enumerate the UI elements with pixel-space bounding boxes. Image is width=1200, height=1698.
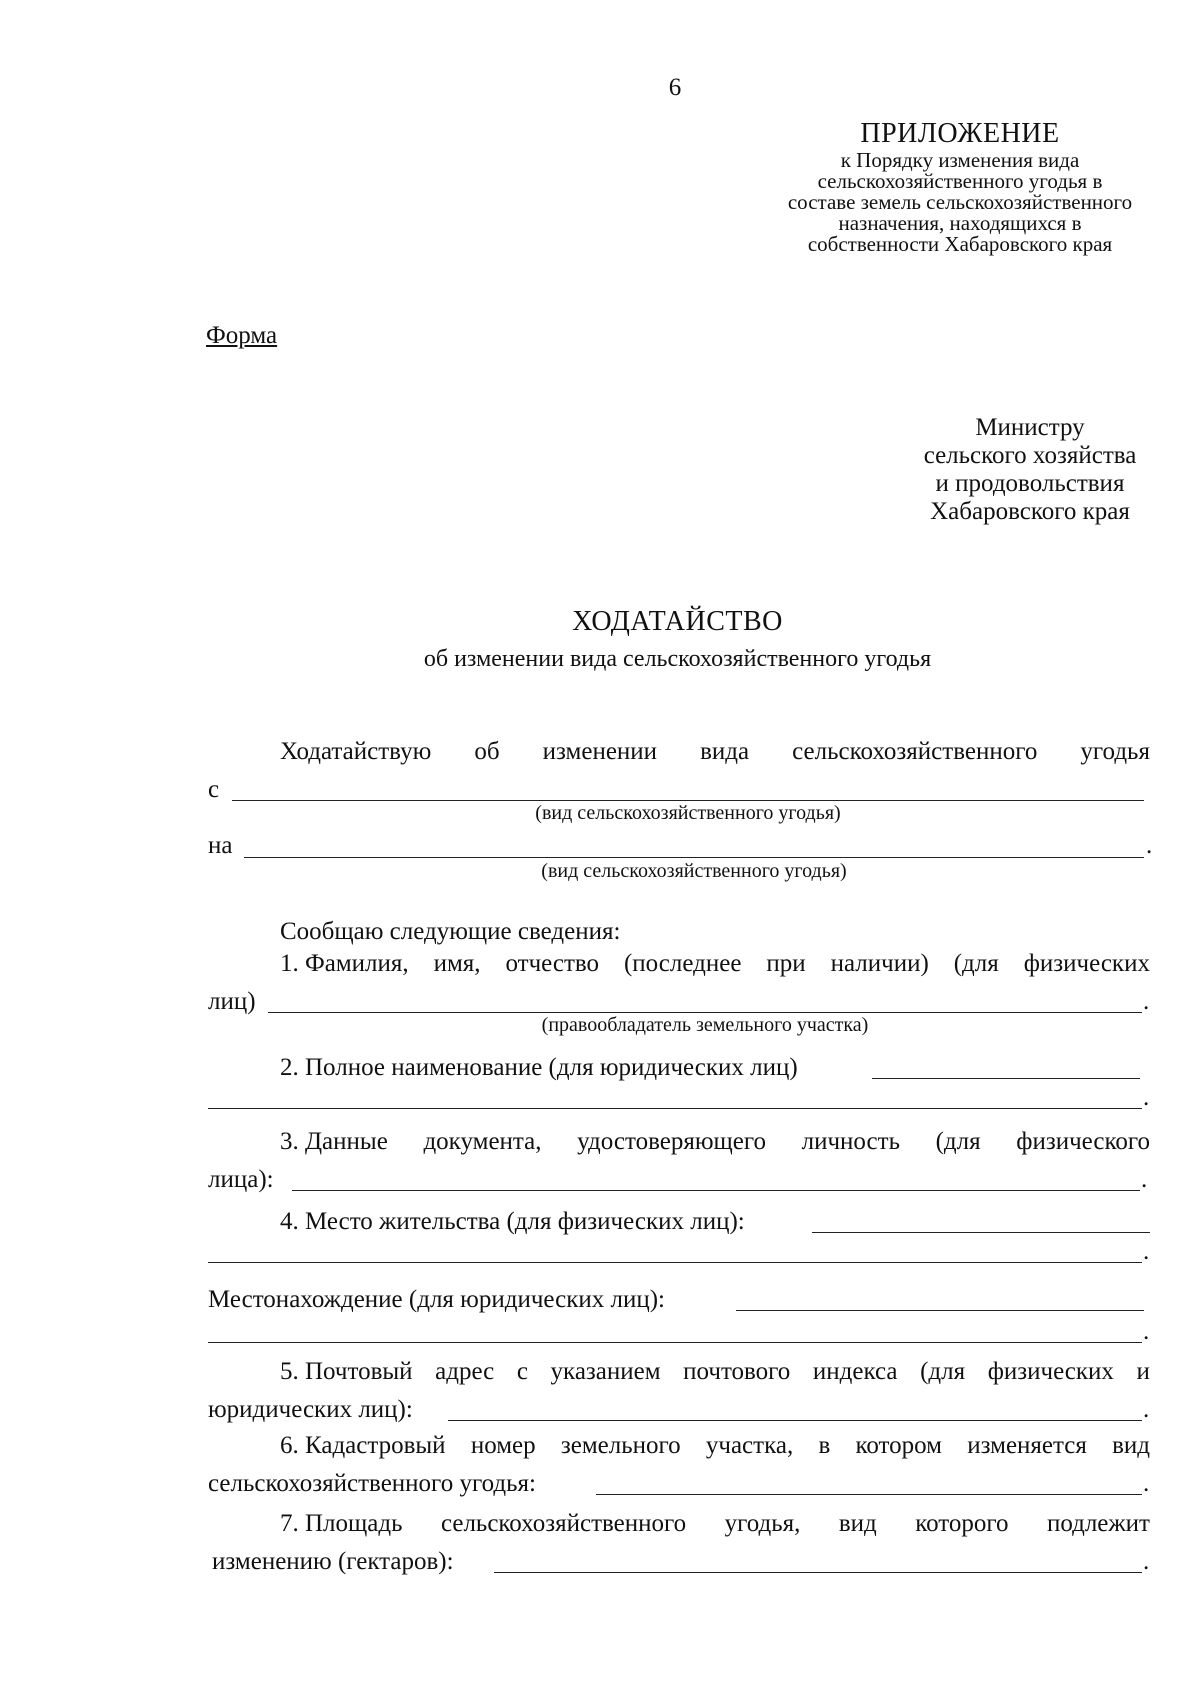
period: .: [1143, 1238, 1150, 1265]
from-land-type-caption: (вид сельскохозяйственного угодья): [535, 802, 841, 824]
form-label: Форма: [206, 322, 278, 349]
location-field-cont[interactable]: [208, 1342, 1142, 1343]
word: наличии): [830, 950, 929, 977]
location-label: Местонахождение (для юридических лиц):: [208, 1286, 665, 1313]
word: (для: [935, 1128, 981, 1155]
word: адрес: [435, 1358, 495, 1385]
item-2-label: 2. Полное наименование (для юридических лиц): [280, 1054, 798, 1081]
residence-field[interactable]: [812, 1232, 1150, 1233]
word: документа,: [423, 1128, 542, 1155]
addressee-line: и продовольствия: [935, 470, 1125, 497]
word: сельскохозяйственного: [792, 738, 1038, 765]
item-1-cont: лиц): [208, 988, 256, 1015]
word: 7. Площадь: [280, 1510, 403, 1537]
word: об: [474, 738, 500, 765]
period: .: [1143, 1470, 1150, 1497]
word: изменении: [542, 738, 658, 765]
cadastral-number-field[interactable]: [596, 1494, 1142, 1495]
full-name-caption: (правообладатель земельного участка): [541, 1014, 869, 1036]
info-intro: Сообщаю следующие сведения:: [280, 918, 621, 945]
word: в: [818, 1432, 831, 1459]
item-7-line: [280, 1510, 1150, 1538]
item-6-line: [280, 1432, 1150, 1460]
word: и: [1136, 1358, 1150, 1385]
word: 6. Кадастровый: [280, 1432, 446, 1459]
postal-address-field[interactable]: [448, 1420, 1142, 1421]
addressee-line: Хабаровского края: [930, 498, 1130, 525]
location-field[interactable]: [736, 1310, 1144, 1311]
word: подлежит: [1046, 1510, 1150, 1537]
document-title: ХОДАТАЙСТВО: [572, 606, 783, 637]
word: угодья,: [724, 1510, 801, 1537]
word: физических: [1023, 950, 1150, 977]
appendix-line: сельскохозяйственного угодья в: [817, 169, 1103, 193]
to-land-type-field[interactable]: [244, 857, 1144, 858]
addressee-line: Министру: [975, 414, 1085, 441]
word: которого: [915, 1510, 1009, 1537]
word: 1. Фамилия,: [280, 950, 409, 977]
appendix-title: ПРИЛОЖЕНИЕ: [860, 118, 1060, 149]
area-hectares-field[interactable]: [494, 1572, 1142, 1573]
period: .: [1143, 1318, 1150, 1345]
word: сельскохозяйственного: [440, 1510, 687, 1537]
item-5-cont: юридических лиц):: [208, 1396, 413, 1423]
organization-name-field-cont[interactable]: [208, 1108, 1142, 1109]
item-3-line: [280, 1128, 1150, 1156]
word: личность: [801, 1128, 900, 1155]
period: .: [1143, 1084, 1150, 1111]
item-3-cont: лица):: [208, 1166, 274, 1193]
word: отчество: [505, 950, 600, 977]
word: с: [516, 1358, 528, 1385]
period: .: [1143, 1396, 1150, 1423]
identity-document-field[interactable]: [292, 1190, 1140, 1191]
word: индекса: [812, 1358, 898, 1385]
word: (для: [920, 1358, 966, 1385]
word: изменяется: [967, 1432, 1087, 1459]
word: физического: [1016, 1128, 1150, 1155]
addressee-block: [880, 414, 1180, 526]
addressee-line: сельского хозяйства: [923, 442, 1137, 469]
word: Ходатайствую: [280, 738, 432, 765]
full-name-field[interactable]: [268, 1012, 1142, 1013]
word: котором: [855, 1432, 942, 1459]
item-1-line: [280, 950, 1150, 978]
appendix-line: назначения, находящихся в: [838, 211, 1082, 235]
appendix-line: к Порядку изменения вида: [840, 148, 1080, 172]
period: .: [1146, 832, 1153, 859]
item-4-label: 4. Место жительства (для физических лиц):: [280, 1208, 745, 1235]
period: .: [1141, 1166, 1148, 1193]
word: физических: [987, 1358, 1114, 1385]
from-prefix: с: [208, 776, 220, 803]
word: (для: [953, 950, 999, 977]
word: 5. Почтовый: [280, 1358, 413, 1385]
item-7-cont: изменению (гектаров):: [212, 1548, 454, 1575]
from-land-type-field[interactable]: [232, 800, 1144, 801]
word: почтового: [683, 1358, 791, 1385]
appendix-line: собственности Хабаровского края: [807, 232, 1113, 256]
to-land-type-caption: (вид сельскохозяйственного угодья): [541, 860, 847, 882]
appendix-block: [730, 118, 1190, 255]
item-5-line: [280, 1358, 1150, 1386]
organization-name-field[interactable]: [872, 1078, 1140, 1079]
word: вид: [1112, 1432, 1150, 1459]
word: имя,: [433, 950, 481, 977]
appendix-line: составе земель сельскохозяйственного: [787, 190, 1133, 214]
word: указанием: [550, 1358, 661, 1385]
word: (последнее: [623, 950, 742, 977]
request-paragraph-line: [280, 738, 1150, 766]
to-prefix: на: [208, 832, 233, 859]
word: участка,: [705, 1432, 794, 1459]
document-subtitle: об изменении вида сельскохозяйственного угодья: [423, 646, 932, 672]
word: земельного: [560, 1432, 681, 1459]
word: вида: [700, 738, 750, 765]
period: .: [1143, 1548, 1150, 1575]
residence-field-cont[interactable]: [208, 1262, 1142, 1263]
page-number: 6: [668, 74, 682, 101]
word: 3. Данные: [280, 1128, 388, 1155]
item-6-cont: сельскохозяйственного угодья:: [208, 1470, 536, 1497]
word: вид: [838, 1510, 877, 1537]
period: .: [1143, 988, 1150, 1015]
word: угодья: [1080, 738, 1150, 765]
word: удостоверяющего: [577, 1128, 766, 1155]
word: при: [766, 950, 806, 977]
word: номер: [470, 1432, 536, 1459]
